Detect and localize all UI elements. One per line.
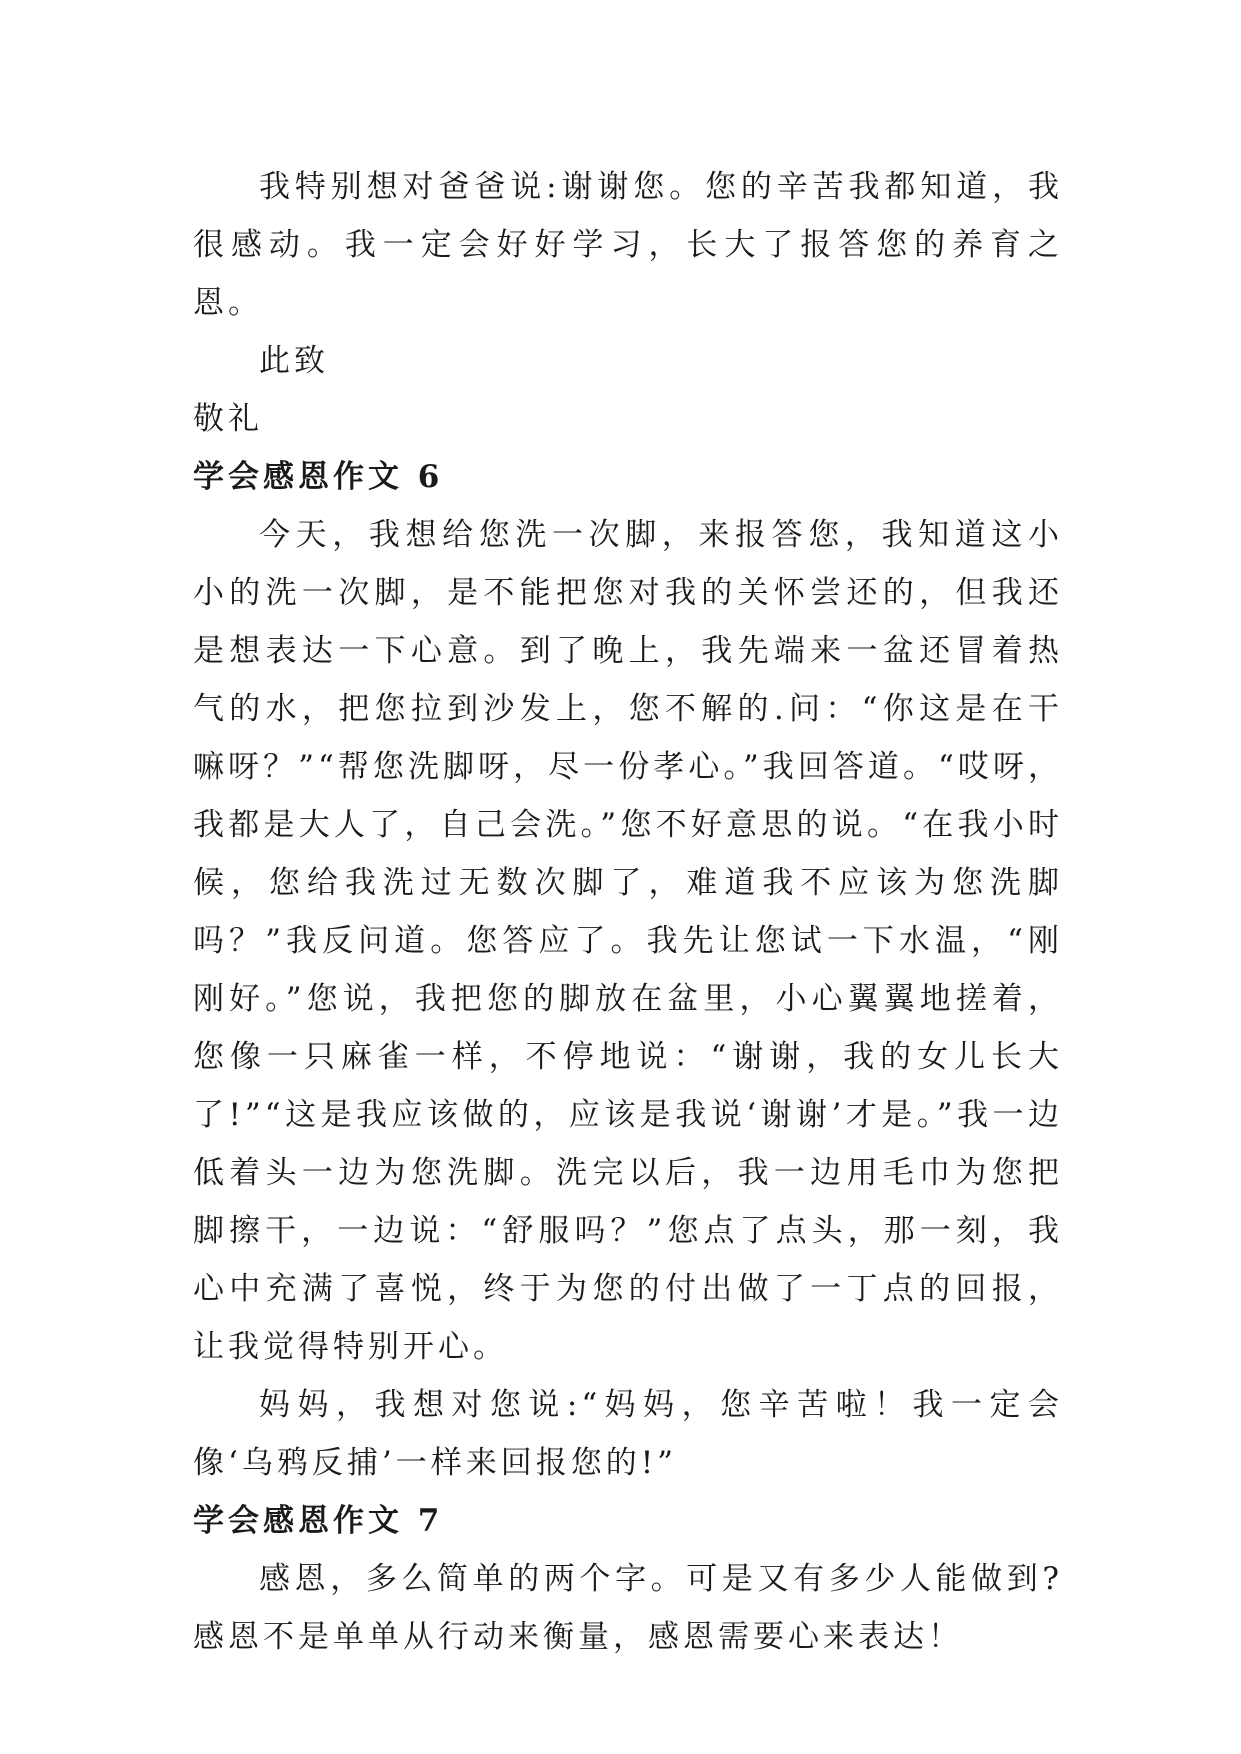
closing-jing-li: 敬礼 xyxy=(193,401,263,437)
section-6-paragraph-1: 今天，我想给您洗一次脚，来报答您，我知道这小小的洗一次脚，是不能把您对我的关怀尝还的，但我还是想表达一下心意。到了晚上，我先端来一盆还冒着热气的水，把您拉到沙发上，您不解的.问：“你这是在干嘛呀？”“帮您洗脚呀，尽一份孝心。”我回答道。“哎呀，我都是大人了，自己会洗。”您不好意思的说。“在我小时候，您给我洗过无数次脚了，难道我不应该为您洗脚吗？”我反问道。您答应了。我先让您试一下水温，“刚刚好。”您说，我把您的脚放在盆里，小心翼翼地搓着，您像一只麻雀一样，不停地说：“谢谢，我的女儿长大了!”“这是我应该做的，应该是我说‘谢谢’才是。”我一边低着头一边为您洗脚。洗完以后，我一边用毛巾为您把脚擦干，一边说：“舒服吗？”您点了点头，那一刻，我心中充满了喜悦，终于为您的付出做了一丁点的回报，让我觉得特别开心。 xyxy=(193,517,1063,1365)
paragraph-thanks-father: 我特别想对爸爸说:谢谢您。您的辛苦我都知道，我很感动。我一定会好好学习，长大了报答您的养育之恩。 xyxy=(193,169,1063,321)
section-6-title: 学会感恩作文 6 xyxy=(193,459,444,495)
document-page xyxy=(193,158,1063,1666)
section-6-paragraph-2: 妈妈，我想对您说:“妈妈，您辛苦啦！我一定会像‘乌鸦反捕’一样来回报您的!” xyxy=(193,1387,1063,1481)
section-7-paragraph-1: 感恩，多么简单的两个字。可是又有多少人能做到?感恩不是单单从行动来衡量，感恩需要心来表达！ xyxy=(193,1561,1063,1655)
section-7-title: 学会感恩作文 7 xyxy=(193,1503,444,1539)
closing-ci-zhi: 此致 xyxy=(259,343,329,379)
